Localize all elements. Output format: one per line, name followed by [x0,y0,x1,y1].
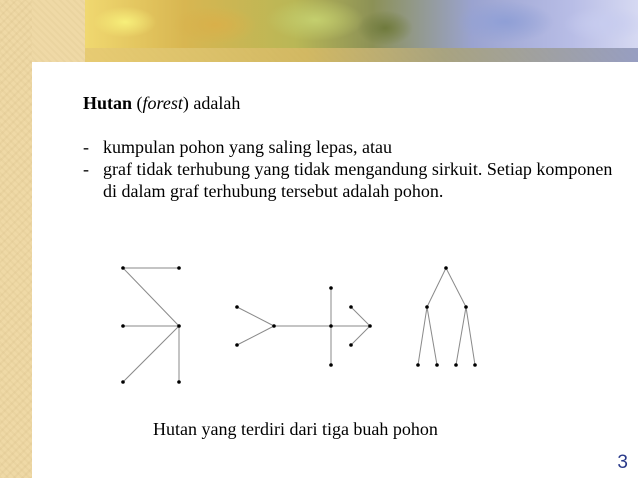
tree-1-nodes [121,266,181,384]
page-number: 3 [617,452,628,473]
tree-node [272,324,276,328]
tree-node [177,380,181,384]
tree-node [454,363,458,367]
bullet-dash: - [83,159,89,179]
tree-node [329,286,333,290]
tree-node [177,324,181,328]
tree-1-edges [123,268,179,382]
tree-node [177,266,181,270]
term-english: forest [142,93,183,113]
paren-open: ( [136,93,143,113]
tree-2-edges [237,288,370,365]
bullet-text: kumpulan pohon yang saling lepas, atau [103,137,392,157]
tree-node [473,363,477,367]
tree-node [235,343,239,347]
diagram-caption: Hutan yang terdiri dari tiga buah pohon [153,419,438,439]
tree-node [368,324,372,328]
term-bold: Hutan [83,93,133,113]
tree-node [464,305,468,309]
tree-node [235,305,239,309]
tree-node [425,305,429,309]
tree-node [349,343,353,347]
tree-node [416,363,420,367]
tree-node [121,380,125,384]
bullet-text: graf tidak terhubung yang tidak mengandung sirkuit. Setiap komponen di dalam graf terhubung tersebut adalah pohon. [103,159,613,201]
tree-node [444,266,448,270]
tree-node [121,324,125,328]
tree-3-edges [418,268,475,365]
tree-node [329,324,333,328]
tree-node [329,363,333,367]
tree-node [121,266,125,270]
definition-suffix: ) adalah [182,93,241,113]
bullet-dash: - [83,137,89,157]
tree-node [349,305,353,309]
tree-node [435,363,439,367]
